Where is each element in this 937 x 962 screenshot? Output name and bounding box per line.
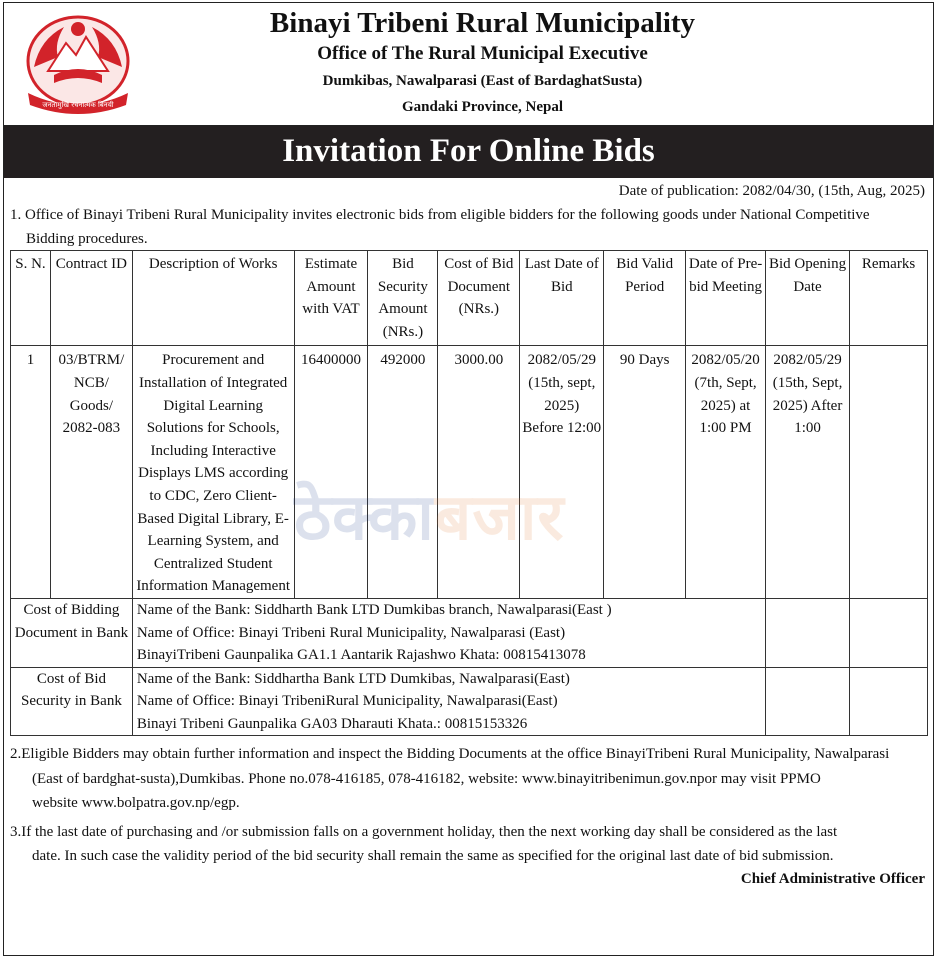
bid-notice [3, 2, 934, 956]
bank-doc-row [11, 598, 928, 667]
office-address: Dumkibas, Nawalparasi (East of BardaghatSusta) [322, 73, 643, 89]
cell-description: Procurement and Installation of Integrated Digital Learning Solutions for Schools, Including Interactive Displays LMS according to CDC, Zero Client-Based Digital Library, E-Learning System, and Centralized Student Information Management [132, 346, 294, 599]
cell-sn: 1 [11, 346, 51, 599]
publication-date: Date of publication: 2082/04/30, (15th, Aug, 2025) [618, 183, 925, 199]
bank-doc-label: Cost of Bidding Document in Bank [11, 598, 133, 667]
cell-valid-period: 90 Days [604, 346, 686, 599]
col-cost-doc: Cost of Bid Document (NRs.) [438, 251, 520, 346]
paragraph-3 [4, 816, 933, 869]
paragraph-2-line: (East of bardghat-susta),Dumkibas. Phone no.078-416185, 078-416182, website: www.binayitribenimun.gov.npor may visit PPMO [32, 770, 821, 787]
cell-cost-doc: 3000.00 [438, 346, 520, 599]
cell-estimate: 16400000 [294, 346, 368, 599]
col-bid-security: Bid Security Amount (NRs.) [368, 251, 438, 346]
bank-security-line: Name of Office: Binayi TribeniRural Municipality, Nawalparasi(East) [136, 693, 558, 710]
watermark-part-1: ठेक्का [294, 481, 435, 555]
paragraph-3-line: date. In such case the validity period of the bid security shall remain the same as specified for the original last date of bid submission. [32, 848, 834, 865]
province: Gandaki Province, Nepal [402, 99, 563, 115]
office-title: Office of The Rural Municipal Executive [317, 43, 648, 64]
municipality-title: Binayi Tribeni Rural Municipality [269, 7, 696, 39]
svg-text:जनतामुखि रचनात्मक बिनयी: जनतामुखि रचनात्मक बिनयी [42, 101, 114, 109]
cell-bid-security: 492000 [368, 346, 438, 599]
col-estimate: Estimate Amount with VAT [294, 251, 368, 346]
intro-paragraph-cont: Bidding procedures. [26, 231, 148, 247]
col-prebid: Date of Pre-bid Meeting [686, 251, 766, 346]
paragraph-2 [4, 736, 933, 816]
cell-prebid: 2082/05/20 (7th, Sept, 2025) at 1:00 PM [686, 346, 766, 599]
cell-opening: 2082/05/29 (15th, Sept, 2025) After 1:00 [766, 346, 850, 599]
col-valid-period: Bid Valid Period [604, 251, 686, 346]
col-description: Description of Works [132, 251, 294, 346]
table-row [11, 346, 928, 599]
empty-cell [850, 598, 928, 667]
bank-doc-details [132, 598, 765, 667]
watermark-part-2: बजार [434, 481, 565, 555]
signature: Chief Administrative Officer [740, 870, 925, 887]
col-remarks: Remarks [850, 251, 928, 346]
bank-doc-line: BinayiTribeni Gaunpalika GA1.1 Aantarik Rajashwo Khata: 00815413078 [136, 647, 586, 664]
col-sn: S. N. [11, 251, 51, 346]
cell-contract-id: 03/BTRM/ NCB/ Goods/ 2082-083 [50, 346, 132, 599]
bank-security-line: Name of the Bank: Siddhartha Bank LTD Dumkibas, Nawalparasi(East) [136, 670, 570, 687]
bank-security-label: Cost of Bid Security in Bank [11, 667, 133, 736]
notice-banner: Invitation For Online Bids [4, 126, 933, 178]
cell-last-date: 2082/05/29 (15th, sept, 2025) Before 12:00 [520, 346, 604, 599]
col-opening: Bid Opening Date [766, 251, 850, 346]
empty-cell [766, 667, 850, 736]
bank-doc-line: Name of Office: Binayi Tribeni Rural Municipality, Nawalparasi (East) [136, 624, 566, 641]
notice-header [4, 3, 933, 126]
intro-paragraph: 1. Office of Binayi Tribeni Rural Municipality invites electronic bids from eligible bidders for the following goods under National Competitive [10, 207, 870, 223]
bank-doc-line: Name of the Bank: Siddharth Bank LTD Dumkibas branch, Nawalparasi(East ) [136, 601, 612, 618]
bank-security-details [132, 667, 765, 736]
bids-table [10, 250, 928, 736]
bank-security-line: Binayi Tribeni Gaunpalika GA03 Dharauti Khata.: 00815153326 [136, 715, 528, 732]
paragraph-3-line: 3.If the last date of purchasing and /or submission falls on a government holiday, then the next working day shall be considered as the last [10, 823, 838, 840]
cell-remarks [850, 346, 928, 599]
bank-security-row [11, 667, 928, 736]
col-contract-id: Contract ID [50, 251, 132, 346]
empty-cell [850, 667, 928, 736]
paragraph-2-line: 2.Eligible Bidders may obtain further information and inspect the Bidding Documents at the office BinayiTribeni Rural Municipality, Nawalparasi [10, 746, 890, 763]
paragraph-2-line: website www.bolpatra.gov.np/egp. [32, 795, 240, 812]
table-header-row [11, 251, 928, 346]
empty-cell [766, 598, 850, 667]
col-last-date: Last Date of Bid [520, 251, 604, 346]
